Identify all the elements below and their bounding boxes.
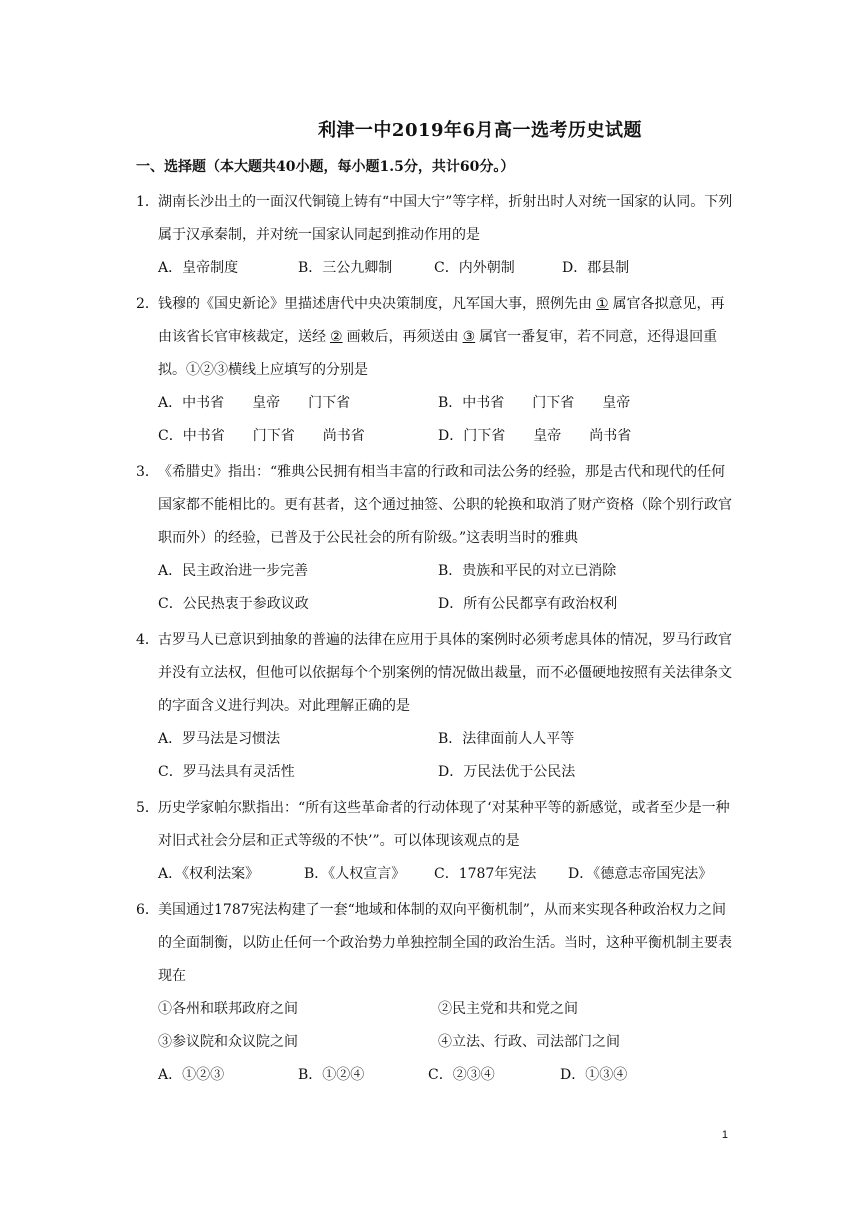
option-a: A．罗马法是习惯法 (158, 731, 281, 747)
question-stem: 美国通过1787宪法构建了一套“地域和体制的双向平衡机制”，从而来实现各种政治权力之间的全面制衡，以防止任何一个政治势力单独控制全国的政治生活。当时，这种平衡机制主要表现在 (158, 902, 732, 984)
question-number: 2． (136, 296, 159, 312)
question-6 (136, 894, 736, 1092)
question-5 (136, 792, 736, 891)
option-a: A．《权利法案》 (158, 866, 260, 882)
option-d: D．①③④ (560, 1067, 628, 1083)
option-d: D．郡县制 (562, 260, 630, 276)
option-d: D．万民法优于公民法 (438, 764, 576, 780)
option-c: C．内外朝制 (434, 260, 515, 276)
option-d: D．《德意志帝国宪法》 (568, 866, 713, 882)
question-stem-part: 钱穆的《国史新论》里描述唐代中央决策制度，凡军国大事，照例先由 (158, 296, 592, 312)
page-title: 利津一中2019年6月高一选考历史试题 (317, 120, 643, 141)
statement-4: ④立法、行政、司法部门之间 (438, 1034, 620, 1050)
option-b: B．法律面前人人平等 (438, 731, 575, 747)
section-heading: 一、选择题（本大题共40小题，每小题1.5分，共计60分。） (136, 159, 515, 175)
option-a: A．民主政治进一步完善 (158, 563, 309, 579)
blank-3: ③ (462, 329, 476, 345)
statement-1: ①各州和联邦政府之间 (158, 1001, 298, 1017)
question-number: 4． (136, 632, 159, 648)
option-b: B．中书省 门下省 皇帝 (438, 395, 631, 411)
option-c: C．②③④ (428, 1067, 495, 1083)
question-number: 3． (136, 464, 159, 480)
question-2 (136, 288, 736, 453)
question-stem: 历史学家帕尔默指出：“所有这些革命者的行动体现了‘对某种平等的新感觉，或者至少是一种对旧式社会分层和正式等级的不快’”。可以体现该观点的是 (158, 800, 730, 849)
option-d: D．门下省 皇帝 尚书省 (438, 428, 632, 444)
question-number: 6． (136, 902, 159, 918)
option-b: B．贵族和平民的对立已消除 (438, 563, 617, 579)
blank-2: ② (330, 329, 343, 345)
option-c: C．1787年宪法 (434, 866, 537, 882)
question-stem-part: 属官各拟意见，再由该省长官审核裁定，送经 (158, 296, 725, 345)
option-c: C．中书省 门下省 尚书省 (158, 428, 365, 444)
page-number: 1 (721, 1129, 728, 1141)
question-stem: 古罗马人已意识到抽象的普遍的法律在应用于具体的案例时必须考虑具体的情况，罗马行政官并没有立法权，但他可以依据每个个别案例的情况做出裁量，而不必僵硬地按照有关法律条文的字面含义进行判决。对此理解正确的是 (158, 632, 732, 714)
option-c: C．罗马法具有灵活性 (158, 764, 295, 780)
option-a: A．皇帝制度 (158, 260, 239, 276)
option-b: B．《人权宣言》 (304, 866, 406, 882)
option-b: B．①②④ (298, 1067, 365, 1083)
question-stem: 《希腊史》指出：“雅典公民拥有相当丰富的行政和司法公务的经验，那是古代和现代的任何国家都不能相比的。更有甚者，这个通过抽签、公职的轮换和取消了财产资格（除个别行政官职而外）的经验，已普及于公民社会的所有阶级。”这表明当时的雅典 (158, 464, 732, 546)
question-number: 1． (136, 194, 159, 210)
question-stem-part: 属官一番复审，若不同意，还得退回重拟。①②③横线上应填写的分别是 (158, 329, 718, 378)
option-b: B．三公九卿制 (298, 260, 393, 276)
question-3 (136, 456, 736, 621)
statement-3: ③参议院和众议院之间 (158, 1034, 298, 1050)
option-d: D．所有公民都享有政治权利 (438, 596, 618, 612)
question-1 (136, 186, 736, 285)
blank-1: ① (596, 296, 609, 312)
question-number: 5． (136, 800, 159, 816)
option-a: A．①②③ (158, 1067, 225, 1083)
question-stem: 湖南长沙出土的一面汉代铜镜上铸有“中国大宁”等字样，折射出时人对统一国家的认同。下列属于汉承秦制，并对统一国家认同起到推动作用的是 (158, 194, 733, 243)
option-a: A．中书省 皇帝 门下省 (158, 395, 351, 411)
question-4 (136, 624, 736, 789)
statement-2: ②民主党和共和党之间 (438, 1001, 578, 1017)
question-stem-part: 画敕后，再须送由 (346, 329, 459, 345)
option-c: C．公民热衷于参政议政 (158, 596, 309, 612)
